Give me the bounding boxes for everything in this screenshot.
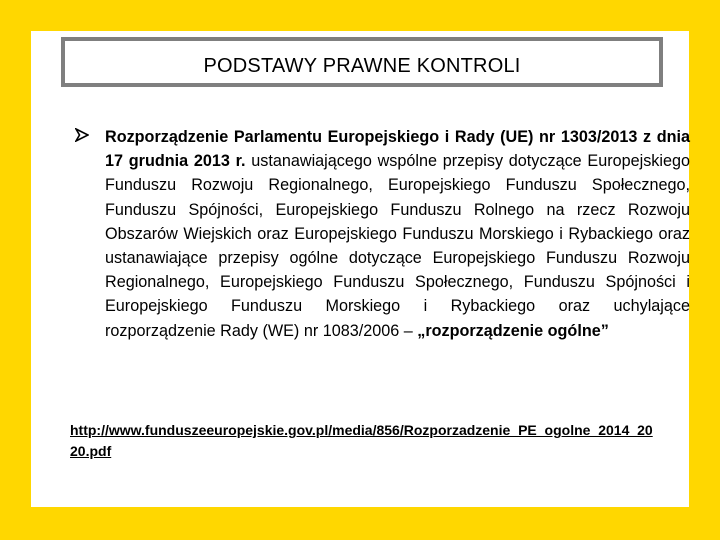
arrow-bullet-icon xyxy=(75,128,89,142)
bullet-text xyxy=(105,125,690,343)
regulation-title: Rozporządzenie Parlamentu Europejskiego i Rady (UE) nr 1303/2013 z dnia 17 grudnia 2013 r. xyxy=(105,128,690,171)
regulation-link[interactable]: http://www.funduszeeuropejskie.gov.pl/media/856/Rozporzadzenie_PE_ogolne_2014_2020.pdf xyxy=(70,422,653,459)
title-box xyxy=(61,37,663,87)
slide-panel xyxy=(31,31,689,507)
page-title: PODSTAWY PRAWNE KONTROLI xyxy=(203,54,521,77)
regulation-description: ustanawiającego wspólne przepisy dotyczące Europejskiego Funduszu Rozwoju Regionalnego, Europejskiego Funduszu Społecznego, Funduszu Spójności, Europejskiego Funduszu Rolnego na rzecz Rozwoju Obszarów Wiejskich oraz Europejskiego Funduszu Morskiego i Rybackiego oraz ustanawiające przepisy ogólne dotyczące Europejskiego Funduszu Rozwoju Regionalnego, Europejskiego Funduszu Społecznego, Funduszu Spójności i Europejskiego Funduszu Morskiego i Rybackiego oraz uchylające rozporządzenie Rady (WE) nr 1083/2006 – xyxy=(105,152,691,340)
regulation-short-name: „rozporządzenie ogólne” xyxy=(417,321,609,340)
